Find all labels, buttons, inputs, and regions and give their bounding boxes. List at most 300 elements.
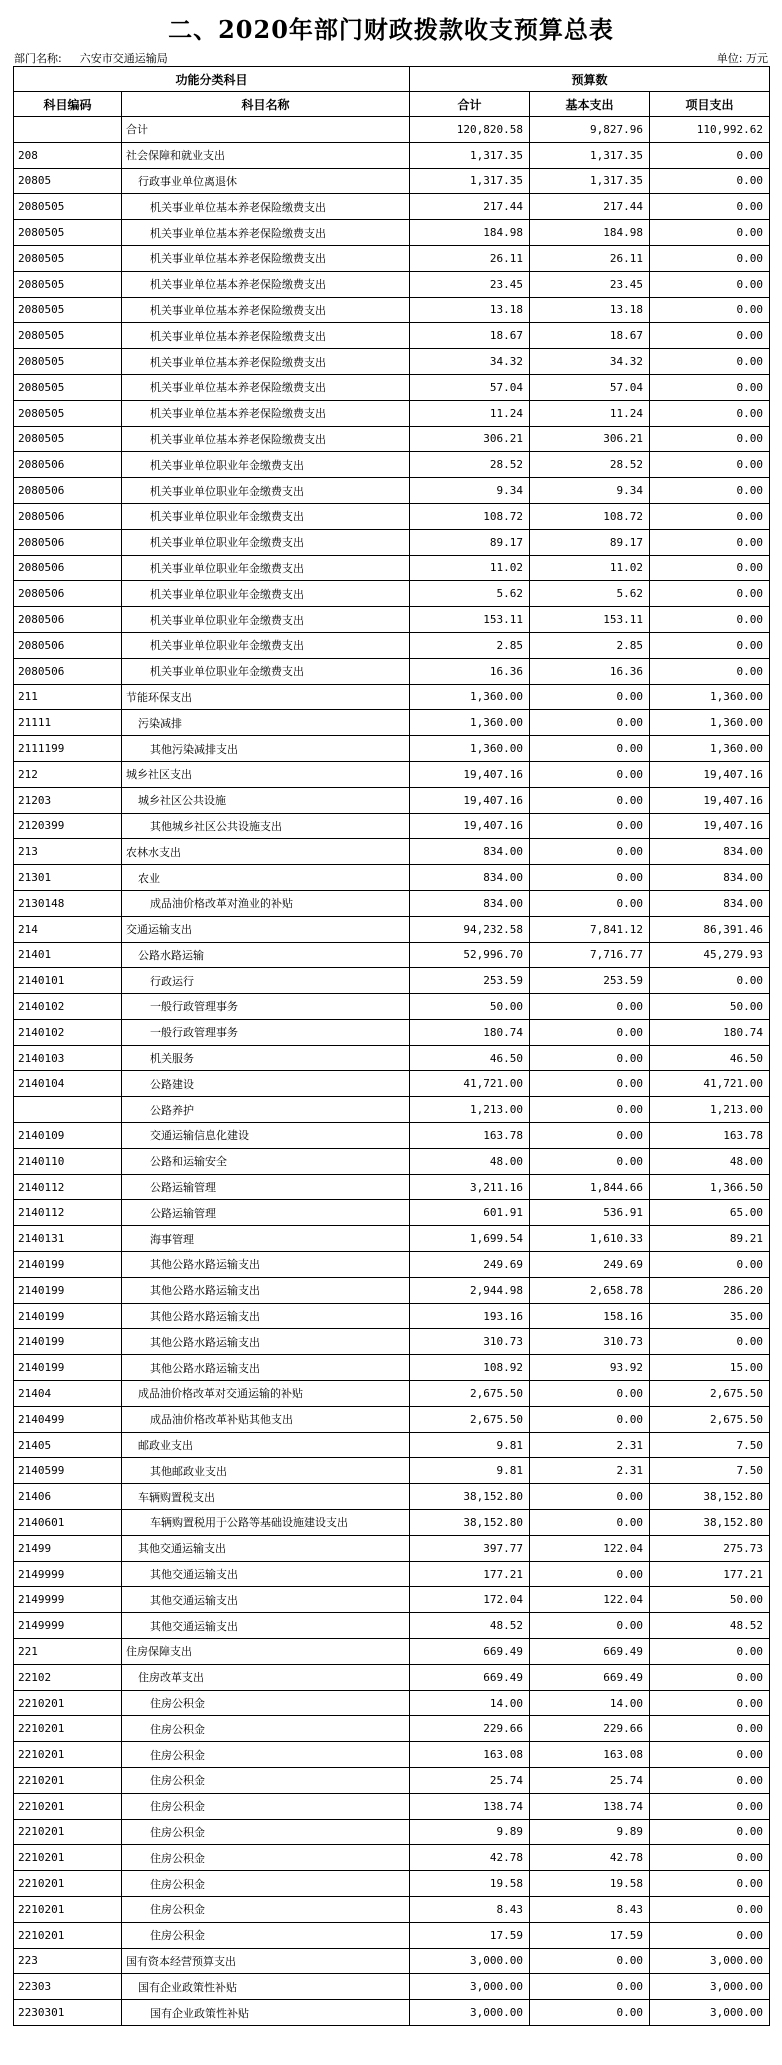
basic-cell: 0.00 — [530, 2000, 650, 2026]
name-cell: 住房公积金 — [122, 1845, 410, 1871]
project-cell: 0.00 — [650, 555, 770, 581]
total-cell: 138.74 — [410, 1793, 530, 1819]
basic-cell: 0.00 — [530, 787, 650, 813]
code-cell: 2111199 — [14, 736, 122, 762]
project-cell: 19,407.16 — [650, 787, 770, 813]
basic-cell: 536.91 — [530, 1200, 650, 1226]
table-row — [14, 2000, 770, 2026]
header-code: 科目编码 — [14, 92, 122, 117]
total-cell: 19.58 — [410, 1871, 530, 1897]
total-cell: 2,675.50 — [410, 1381, 530, 1407]
basic-cell: 1,317.35 — [530, 168, 650, 194]
basic-cell: 249.69 — [530, 1252, 650, 1278]
table-row — [14, 426, 770, 452]
name-cell: 住房公积金 — [122, 1768, 410, 1794]
project-cell: 0.00 — [650, 271, 770, 297]
basic-cell: 122.04 — [530, 1587, 650, 1613]
code-cell: 22102 — [14, 1664, 122, 1690]
name-cell: 机关事业单位基本养老保险缴费支出 — [122, 349, 410, 375]
project-cell: 0.00 — [650, 1922, 770, 1948]
code-cell: 2140199 — [14, 1355, 122, 1381]
name-cell: 机关事业单位基本养老保险缴费支出 — [122, 400, 410, 426]
project-cell: 7.50 — [650, 1432, 770, 1458]
project-cell: 834.00 — [650, 839, 770, 865]
project-cell: 3,000.00 — [650, 1948, 770, 1974]
table-row — [14, 607, 770, 633]
project-cell: 0.00 — [650, 220, 770, 246]
name-cell: 车辆购置税用于公路等基础设施建设支出 — [122, 1510, 410, 1536]
total-cell: 19,407.16 — [410, 761, 530, 787]
project-cell: 0.00 — [650, 1819, 770, 1845]
basic-cell: 42.78 — [530, 1845, 650, 1871]
total-cell: 397.77 — [410, 1535, 530, 1561]
total-cell: 46.50 — [410, 1045, 530, 1071]
name-cell: 公路建设 — [122, 1071, 410, 1097]
project-cell: 163.78 — [650, 1123, 770, 1149]
name-cell: 农林水支出 — [122, 839, 410, 865]
project-cell: 0.00 — [650, 452, 770, 478]
project-cell: 15.00 — [650, 1355, 770, 1381]
total-cell: 669.49 — [410, 1639, 530, 1665]
name-cell: 公路运输管理 — [122, 1200, 410, 1226]
budget-table — [13, 66, 770, 2026]
code-cell: 2210201 — [14, 1742, 122, 1768]
table-row — [14, 1974, 770, 2000]
code-cell: 21203 — [14, 787, 122, 813]
name-cell: 机关事业单位职业年金缴费支出 — [122, 658, 410, 684]
header-name: 科目名称 — [122, 92, 410, 117]
table-row — [14, 1252, 770, 1278]
table-row — [14, 400, 770, 426]
basic-cell: 2,658.78 — [530, 1277, 650, 1303]
name-cell: 机关事业单位基本养老保险缴费支出 — [122, 245, 410, 271]
name-cell: 车辆购置税支出 — [122, 1484, 410, 1510]
total-cell: 38,152.80 — [410, 1510, 530, 1536]
table-row — [14, 1948, 770, 1974]
basic-cell: 2.85 — [530, 632, 650, 658]
code-cell: 2210201 — [14, 1716, 122, 1742]
total-cell: 25.74 — [410, 1768, 530, 1794]
basic-cell: 0.00 — [530, 684, 650, 710]
table-row — [14, 761, 770, 787]
basic-cell: 0.00 — [530, 890, 650, 916]
table-row — [14, 1768, 770, 1794]
name-cell: 住房改革支出 — [122, 1664, 410, 1690]
total-cell: 229.66 — [410, 1716, 530, 1742]
total-cell: 50.00 — [410, 994, 530, 1020]
project-cell: 41,721.00 — [650, 1071, 770, 1097]
code-cell: 2080506 — [14, 632, 122, 658]
code-cell: 2080506 — [14, 452, 122, 478]
project-cell: 0.00 — [650, 1664, 770, 1690]
table-row — [14, 1639, 770, 1665]
code-cell: 2140199 — [14, 1329, 122, 1355]
name-cell: 机关服务 — [122, 1045, 410, 1071]
total-cell: 1,699.54 — [410, 1226, 530, 1252]
name-cell: 住房公积金 — [122, 1716, 410, 1742]
total-cell: 1,213.00 — [410, 1097, 530, 1123]
project-cell: 0.00 — [650, 245, 770, 271]
total-cell: 3,000.00 — [410, 1974, 530, 2000]
basic-cell: 0.00 — [530, 1019, 650, 1045]
basic-cell: 18.67 — [530, 323, 650, 349]
table-row — [14, 581, 770, 607]
total-cell: 8.43 — [410, 1896, 530, 1922]
project-cell: 1,360.00 — [650, 684, 770, 710]
total-cell: 172.04 — [410, 1587, 530, 1613]
total-cell: 57.04 — [410, 374, 530, 400]
total-cell: 3,000.00 — [410, 1948, 530, 1974]
table-row — [14, 916, 770, 942]
table-row — [14, 374, 770, 400]
total-cell: 1,360.00 — [410, 684, 530, 710]
code-cell: 2149999 — [14, 1587, 122, 1613]
project-cell: 0.00 — [650, 1252, 770, 1278]
name-cell: 成品油价格改革对交通运输的补贴 — [122, 1381, 410, 1407]
code-cell: 2080506 — [14, 529, 122, 555]
code-cell: 22303 — [14, 1974, 122, 2000]
table-row — [14, 1381, 770, 1407]
code-cell: 2130148 — [14, 890, 122, 916]
table-row — [14, 736, 770, 762]
report-title: 二、2020年部门财政拨款收支预算总表 — [168, 15, 614, 44]
table-row — [14, 349, 770, 375]
table-row — [14, 839, 770, 865]
code-cell: 213 — [14, 839, 122, 865]
table-row — [14, 968, 770, 994]
project-cell: 0.00 — [650, 374, 770, 400]
basic-cell: 7,716.77 — [530, 942, 650, 968]
name-cell: 国有企业政策性补贴 — [122, 1974, 410, 2000]
project-cell: 0.00 — [650, 400, 770, 426]
code-cell: 2210201 — [14, 1871, 122, 1897]
project-cell: 177.21 — [650, 1561, 770, 1587]
table-row — [14, 1303, 770, 1329]
total-cell: 38,152.80 — [410, 1484, 530, 1510]
code-cell: 2210201 — [14, 1793, 122, 1819]
project-cell: 0.00 — [650, 1742, 770, 1768]
header-function-category: 功能分类科目 — [14, 67, 410, 92]
header-project: 项目支出 — [650, 92, 770, 117]
code-cell: 2140112 — [14, 1200, 122, 1226]
table-row — [14, 297, 770, 323]
code-cell: 2080505 — [14, 297, 122, 323]
table-row — [14, 1510, 770, 1536]
code-cell: 2080505 — [14, 245, 122, 271]
basic-cell: 108.72 — [530, 503, 650, 529]
total-cell: 17.59 — [410, 1922, 530, 1948]
project-cell: 0.00 — [650, 478, 770, 504]
basic-cell: 669.49 — [530, 1664, 650, 1690]
table-row — [14, 658, 770, 684]
project-cell: 0.00 — [650, 1639, 770, 1665]
basic-cell: 0.00 — [530, 1045, 650, 1071]
total-cell: 41,721.00 — [410, 1071, 530, 1097]
code-cell: 2140199 — [14, 1277, 122, 1303]
table-row — [14, 168, 770, 194]
basic-cell: 2.31 — [530, 1432, 650, 1458]
name-cell: 公路和运输安全 — [122, 1148, 410, 1174]
code-cell: 21401 — [14, 942, 122, 968]
total-cell: 94,232.58 — [410, 916, 530, 942]
code-cell: 2140101 — [14, 968, 122, 994]
name-cell: 其他城乡社区公共设施支出 — [122, 813, 410, 839]
project-cell: 7.50 — [650, 1458, 770, 1484]
project-cell: 0.00 — [650, 142, 770, 168]
table-row — [14, 1019, 770, 1045]
table-row — [14, 117, 770, 143]
table-row — [14, 1148, 770, 1174]
project-cell: 1,360.00 — [650, 710, 770, 736]
basic-cell: 25.74 — [530, 1768, 650, 1794]
project-cell: 0.00 — [650, 503, 770, 529]
name-cell: 机关事业单位职业年金缴费支出 — [122, 632, 410, 658]
code-cell — [14, 117, 122, 143]
basic-cell: 11.02 — [530, 555, 650, 581]
name-cell: 住房公积金 — [122, 1690, 410, 1716]
code-cell: 2080506 — [14, 503, 122, 529]
code-cell: 2080506 — [14, 555, 122, 581]
project-cell: 0.00 — [650, 323, 770, 349]
name-cell: 一般行政管理事务 — [122, 1019, 410, 1045]
total-cell: 1,360.00 — [410, 736, 530, 762]
total-cell: 834.00 — [410, 890, 530, 916]
name-cell: 机关事业单位基本养老保险缴费支出 — [122, 297, 410, 323]
total-cell: 249.69 — [410, 1252, 530, 1278]
code-cell: 2140112 — [14, 1174, 122, 1200]
code-cell: 21499 — [14, 1535, 122, 1561]
name-cell: 住房保障支出 — [122, 1639, 410, 1665]
table-row — [14, 1174, 770, 1200]
total-cell: 11.24 — [410, 400, 530, 426]
total-cell: 14.00 — [410, 1690, 530, 1716]
total-cell: 9.89 — [410, 1819, 530, 1845]
project-cell: 0.00 — [650, 607, 770, 633]
basic-cell: 229.66 — [530, 1716, 650, 1742]
project-cell: 0.00 — [650, 168, 770, 194]
total-cell: 52,996.70 — [410, 942, 530, 968]
name-cell: 住房公积金 — [122, 1922, 410, 1948]
basic-cell: 13.18 — [530, 297, 650, 323]
total-cell: 16.36 — [410, 658, 530, 684]
name-cell: 机关事业单位职业年金缴费支出 — [122, 555, 410, 581]
basic-cell: 1,844.66 — [530, 1174, 650, 1200]
basic-cell: 17.59 — [530, 1922, 650, 1948]
code-cell: 2080505 — [14, 400, 122, 426]
code-cell: 2230301 — [14, 2000, 122, 2026]
table-row — [14, 271, 770, 297]
total-cell: 310.73 — [410, 1329, 530, 1355]
code-cell: 223 — [14, 1948, 122, 1974]
code-cell: 21111 — [14, 710, 122, 736]
code-cell: 2080505 — [14, 220, 122, 246]
total-cell: 108.92 — [410, 1355, 530, 1381]
table-row — [14, 1277, 770, 1303]
name-cell: 成品油价格改革补贴其他支出 — [122, 1406, 410, 1432]
code-cell: 2140104 — [14, 1071, 122, 1097]
table-row — [14, 194, 770, 220]
code-cell: 221 — [14, 1639, 122, 1665]
name-cell: 海事管理 — [122, 1226, 410, 1252]
code-cell: 21404 — [14, 1381, 122, 1407]
name-cell: 成品油价格改革对渔业的补贴 — [122, 890, 410, 916]
project-cell: 0.00 — [650, 1768, 770, 1794]
project-cell: 0.00 — [650, 1896, 770, 1922]
name-cell: 节能环保支出 — [122, 684, 410, 710]
basic-cell: 0.00 — [530, 1381, 650, 1407]
name-cell: 其他公路水路运输支出 — [122, 1355, 410, 1381]
table-row — [14, 220, 770, 246]
total-cell: 120,820.58 — [410, 117, 530, 143]
project-cell: 38,152.80 — [650, 1510, 770, 1536]
total-cell: 184.98 — [410, 220, 530, 246]
name-cell: 机关事业单位职业年金缴费支出 — [122, 529, 410, 555]
code-cell: 2140110 — [14, 1148, 122, 1174]
project-cell: 0.00 — [650, 1329, 770, 1355]
code-cell: 2210201 — [14, 1690, 122, 1716]
table-row — [14, 710, 770, 736]
table-row — [14, 1742, 770, 1768]
name-cell: 公路运输管理 — [122, 1174, 410, 1200]
project-cell: 38,152.80 — [650, 1484, 770, 1510]
project-cell: 65.00 — [650, 1200, 770, 1226]
code-cell: 2080505 — [14, 426, 122, 452]
total-cell: 834.00 — [410, 865, 530, 891]
table-row — [14, 555, 770, 581]
code-cell: 2149999 — [14, 1561, 122, 1587]
total-cell: 2,944.98 — [410, 1277, 530, 1303]
basic-cell: 0.00 — [530, 1097, 650, 1123]
total-cell: 18.67 — [410, 323, 530, 349]
table-row — [14, 1329, 770, 1355]
name-cell: 城乡社区支出 — [122, 761, 410, 787]
code-cell: 2210201 — [14, 1819, 122, 1845]
name-cell: 合计 — [122, 117, 410, 143]
table-row — [14, 1045, 770, 1071]
table-row — [14, 1071, 770, 1097]
project-cell: 0.00 — [650, 968, 770, 994]
project-cell: 0.00 — [650, 1690, 770, 1716]
name-cell: 其他邮政业支出 — [122, 1458, 410, 1484]
name-cell: 机关事业单位基本养老保险缴费支出 — [122, 426, 410, 452]
name-cell: 机关事业单位基本养老保险缴费支出 — [122, 220, 410, 246]
code-cell: 2149999 — [14, 1613, 122, 1639]
code-cell: 214 — [14, 916, 122, 942]
total-cell: 163.78 — [410, 1123, 530, 1149]
table-row — [14, 1587, 770, 1613]
total-cell: 42.78 — [410, 1845, 530, 1871]
basic-cell: 9.89 — [530, 1819, 650, 1845]
code-cell: 2080505 — [14, 349, 122, 375]
basic-cell: 0.00 — [530, 761, 650, 787]
name-cell: 邮政业支出 — [122, 1432, 410, 1458]
basic-cell: 153.11 — [530, 607, 650, 633]
project-cell: 0.00 — [650, 581, 770, 607]
total-cell: 13.18 — [410, 297, 530, 323]
basic-cell: 0.00 — [530, 1148, 650, 1174]
name-cell: 其他公路水路运输支出 — [122, 1277, 410, 1303]
project-cell: 834.00 — [650, 890, 770, 916]
table-row — [14, 632, 770, 658]
header-total: 合计 — [410, 92, 530, 117]
project-cell: 286.20 — [650, 1277, 770, 1303]
project-cell: 0.00 — [650, 658, 770, 684]
table-row — [14, 503, 770, 529]
table-row — [14, 1845, 770, 1871]
name-cell: 公路养护 — [122, 1097, 410, 1123]
basic-cell: 89.17 — [530, 529, 650, 555]
total-cell: 34.32 — [410, 349, 530, 375]
total-cell: 5.62 — [410, 581, 530, 607]
table-row — [14, 323, 770, 349]
code-cell: 2140102 — [14, 994, 122, 1020]
project-cell: 0.00 — [650, 1793, 770, 1819]
basic-cell: 0.00 — [530, 994, 650, 1020]
name-cell: 一般行政管理事务 — [122, 994, 410, 1020]
project-cell: 19,407.16 — [650, 813, 770, 839]
department-info — [14, 50, 168, 66]
name-cell: 机关事业单位基本养老保险缴费支出 — [122, 374, 410, 400]
code-cell: 2210201 — [14, 1845, 122, 1871]
basic-cell: 0.00 — [530, 710, 650, 736]
project-cell: 50.00 — [650, 994, 770, 1020]
project-cell: 110,992.62 — [650, 117, 770, 143]
table-row — [14, 1535, 770, 1561]
code-cell: 2140109 — [14, 1123, 122, 1149]
project-cell: 275.73 — [650, 1535, 770, 1561]
name-cell: 农业 — [122, 865, 410, 891]
table-row — [14, 787, 770, 813]
basic-cell: 163.08 — [530, 1742, 650, 1768]
basic-cell: 0.00 — [530, 1613, 650, 1639]
table-row — [14, 813, 770, 839]
total-cell: 19,407.16 — [410, 787, 530, 813]
table-row — [14, 684, 770, 710]
code-cell: 2210201 — [14, 1922, 122, 1948]
total-cell: 9.34 — [410, 478, 530, 504]
code-cell: 2140599 — [14, 1458, 122, 1484]
project-cell: 89.21 — [650, 1226, 770, 1252]
basic-cell: 0.00 — [530, 865, 650, 891]
code-cell: 2140131 — [14, 1226, 122, 1252]
code-cell: 2210201 — [14, 1768, 122, 1794]
name-cell: 机关事业单位基本养老保险缴费支出 — [122, 323, 410, 349]
name-cell: 行政运行 — [122, 968, 410, 994]
table-row — [14, 1793, 770, 1819]
basic-cell: 28.52 — [530, 452, 650, 478]
name-cell: 机关事业单位职业年金缴费支出 — [122, 503, 410, 529]
total-cell: 28.52 — [410, 452, 530, 478]
project-cell: 0.00 — [650, 194, 770, 220]
project-cell: 0.00 — [650, 1716, 770, 1742]
basic-cell: 19.58 — [530, 1871, 650, 1897]
code-cell: 21406 — [14, 1484, 122, 1510]
basic-cell: 158.16 — [530, 1303, 650, 1329]
code-cell: 2210201 — [14, 1896, 122, 1922]
project-cell: 1,366.50 — [650, 1174, 770, 1200]
total-cell: 26.11 — [410, 245, 530, 271]
name-cell: 机关事业单位职业年金缴费支出 — [122, 452, 410, 478]
name-cell: 公路水路运输 — [122, 942, 410, 968]
name-cell: 住房公积金 — [122, 1742, 410, 1768]
header-column-row — [14, 92, 770, 117]
code-cell: 2080506 — [14, 658, 122, 684]
table-row — [14, 1896, 770, 1922]
total-cell: 3,211.16 — [410, 1174, 530, 1200]
project-cell: 834.00 — [650, 865, 770, 891]
total-cell: 2,675.50 — [410, 1406, 530, 1432]
total-cell: 1,360.00 — [410, 710, 530, 736]
